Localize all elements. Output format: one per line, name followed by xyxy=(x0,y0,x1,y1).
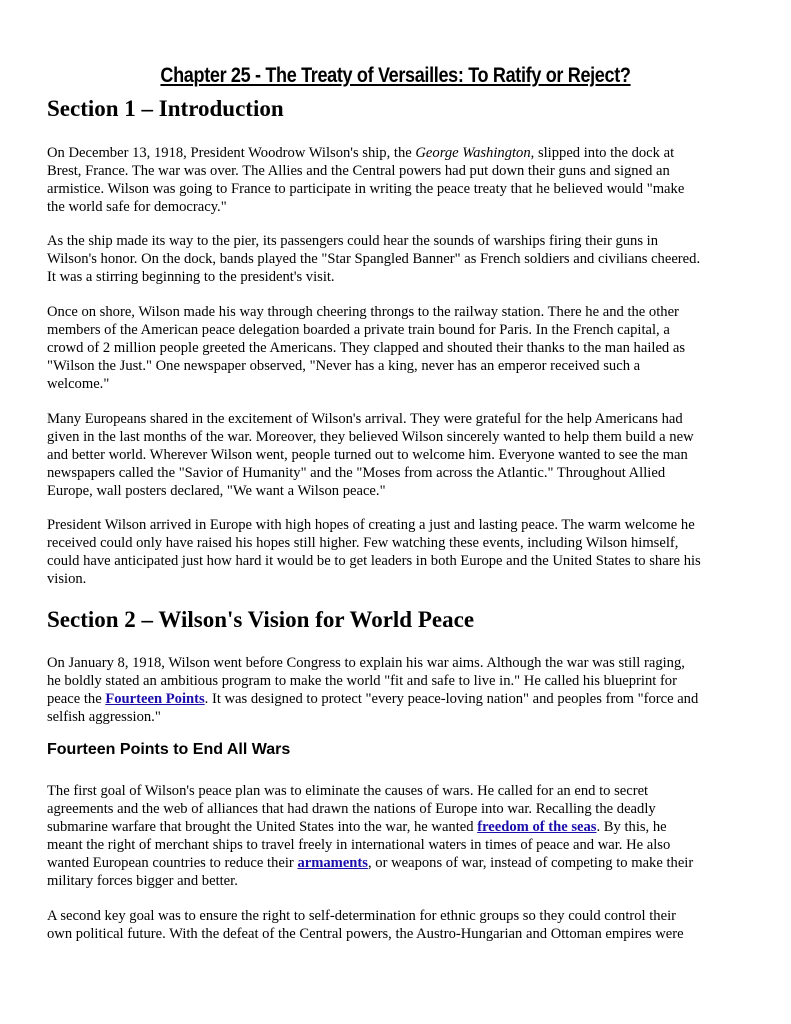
text-line: military forces bigger and better. xyxy=(47,873,238,889)
text-line: he boldly stated an ambitious program to make the world "fit and safe to live in." He called his blueprint for xyxy=(47,673,677,689)
section-1-paragraph-4 xyxy=(47,410,747,500)
section-2-paragraph-2 xyxy=(47,782,747,890)
freedom-of-the-seas-link[interactable]: freedom of the seas xyxy=(477,819,597,835)
text-line: Wilson's honor. On the dock, bands played the "Star Spangled Banner" as French soldiers and civilians cheered. xyxy=(47,251,701,267)
text-line: welcome." xyxy=(47,376,110,392)
text-line: and better world. Wherever Wilson went, people turned out to welcome him. Everyone wanted to see the man xyxy=(47,447,688,463)
armaments-link[interactable]: armaments xyxy=(297,855,368,871)
text-line: agreements and the web of alliances that had drawn the nations of Europe into war. Recalling the deadly xyxy=(47,801,656,817)
text-line: could have anticipated just how hard it would be to get leaders in both Europe and the United States to share his xyxy=(47,553,701,569)
section-1-paragraph-1 xyxy=(47,144,747,216)
section-2-paragraph-3 xyxy=(47,907,747,943)
chapter-title: Chapter 25 - The Treaty of Versailles: To Ratify or Reject? xyxy=(160,64,631,87)
section-2-paragraph-1 xyxy=(47,654,747,726)
text-line xyxy=(47,818,747,836)
text-line: selfish aggression." xyxy=(47,709,161,725)
text-run: peace the xyxy=(47,691,106,707)
fourteen-points-subheading: Fourteen Points to End All Wars xyxy=(47,741,291,758)
section-1-paragraph-5 xyxy=(47,516,747,588)
text-run: , slipped into the dock at xyxy=(530,145,675,161)
fourteen-points-link[interactable]: Fourteen Points xyxy=(105,691,205,707)
text-line: President Wilson arrived in Europe with high hopes of creating a just and lasting peace. The warm welcome he xyxy=(47,517,695,533)
section-2-heading: Section 2 – Wilson's Vision for World Peace xyxy=(47,607,475,632)
text-line: vision. xyxy=(47,571,87,587)
text-line xyxy=(47,690,747,708)
text-line: given in the last months of the war. Moreover, they believed Wilson sincerely wanted to help them build a new xyxy=(47,429,694,445)
section-1-paragraph-3 xyxy=(47,303,747,393)
text-line: Once on shore, Wilson made his way through cheering throngs to the railway station. There he and the other xyxy=(47,304,679,320)
text-run: submarine warfare that brought the United States into the war, he wanted xyxy=(47,819,478,835)
text-line: newspapers called the "Savior of Humanity" and the "Moses from across the Atlantic." Throughout Allied xyxy=(47,465,666,481)
text-line: It was a stirring beginning to the president's visit. xyxy=(47,269,335,285)
text-line: own political future. With the defeat of the Central powers, the Austro-Hungarian and Ottoman empires were xyxy=(47,926,684,942)
section-1-heading: Section 1 – Introduction xyxy=(47,96,284,121)
text-line: "Wilson the Just." One newspaper observed, "Never has a king, never has an emperor received such a xyxy=(47,358,641,374)
text-run: . It was designed to protect "every peace-loving nation" and peoples from "force and xyxy=(204,691,699,707)
text-line: The first goal of Wilson's peace plan was to eliminate the causes of wars. He called for an end to secret xyxy=(47,783,649,799)
text-run: On December 13, 1918, President Woodrow Wilson's ship, the xyxy=(47,145,416,161)
text-line: Europe, wall posters declared, "We want a Wilson peace." xyxy=(47,483,386,499)
text-line: On January 8, 1918, Wilson went before Congress to explain his war aims. Although the war was still raging, xyxy=(47,655,685,671)
text-line: As the ship made its way to the pier, its passengers could hear the sounds of warships firing their guns in xyxy=(47,233,659,249)
text-line xyxy=(47,144,747,162)
text-run: , or weapons of war, instead of competing to make their xyxy=(367,855,694,871)
text-line: Many Europeans shared in the excitement of Wilson's arrival. They were grateful for the help Americans had xyxy=(47,411,683,427)
text-run: wanted European countries to reduce their xyxy=(47,855,298,871)
text-line: A second key goal was to ensure the right to self-determination for ethnic groups so they could control their xyxy=(47,908,676,924)
text-line: members of the American peace delegation boarded a private train bound for Paris. In the French capital, a xyxy=(47,322,670,338)
section-1-paragraph-2 xyxy=(47,232,747,286)
text-run: . By this, he xyxy=(596,819,667,835)
text-line: meant the right of merchant ships to travel freely in international waters in times of peace and war. He also xyxy=(47,837,671,853)
text-line: received could only have raised his hopes still higher. Few watching these events, including Wilson himself, xyxy=(47,535,679,551)
text-line: crowd of 2 million people greeted the Americans. They clapped and shouted their thanks to the man hailed as xyxy=(47,340,686,356)
text-line: Brest, France. The war was over. The Allies and the Central powers had put down their guns and signed an xyxy=(47,163,670,179)
text-line xyxy=(47,854,747,872)
ship-name: George Washington xyxy=(415,145,531,161)
text-line: armistice. Wilson was going to France to participate in writing the peace treaty that he believed would "make xyxy=(47,181,685,197)
text-line: the world safe for democracy." xyxy=(47,199,227,215)
